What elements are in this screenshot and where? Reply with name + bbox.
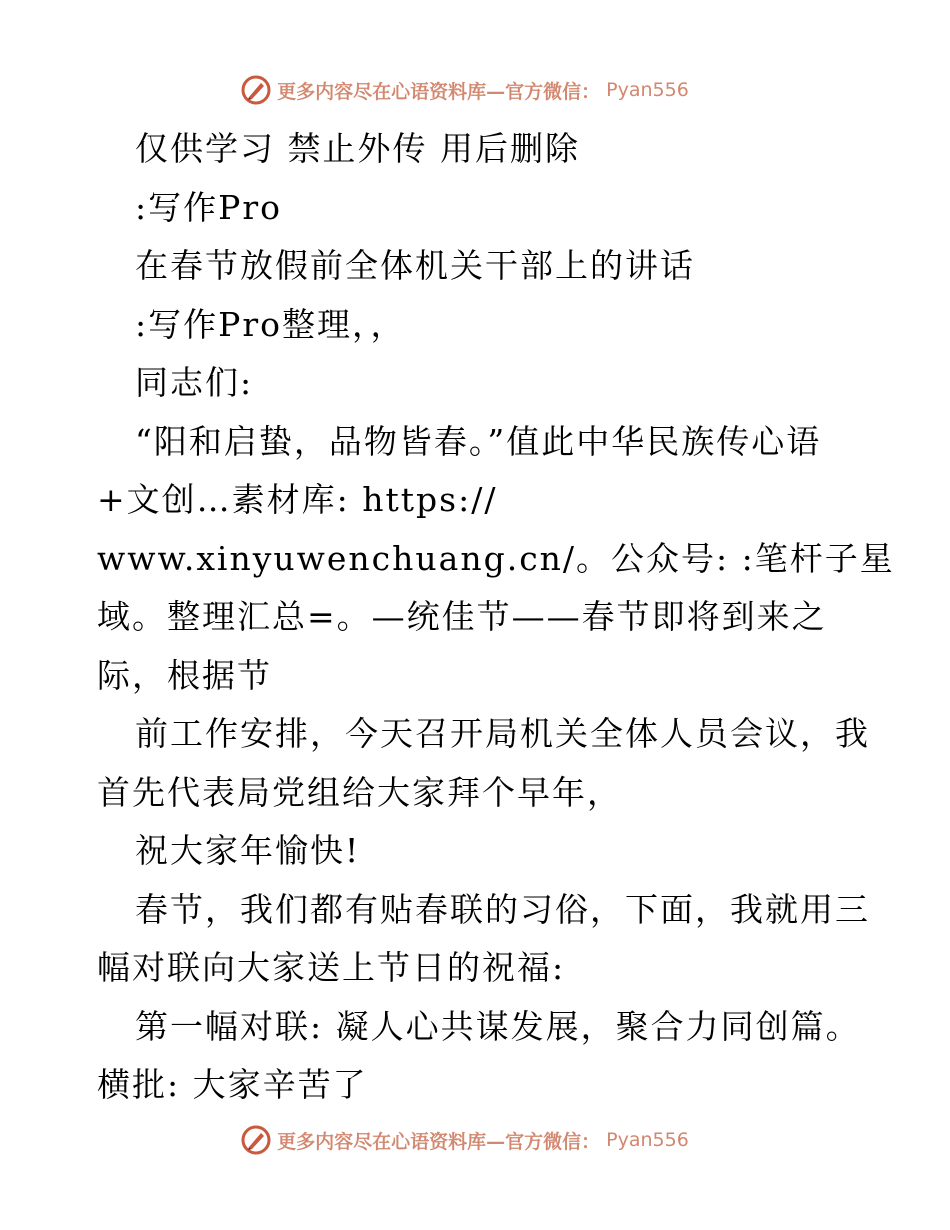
body-line: 在春节放假前全体机关干部上的讲话 xyxy=(135,246,695,285)
footer-banner-text: 更多内容尽在心语资料库—官方微信： xyxy=(277,1130,601,1153)
body-line: 前工作安排，今天召开局机关全体人员会议，我 xyxy=(135,714,870,753)
pen-circle-logo-icon xyxy=(241,75,271,105)
body-line: 同志们: xyxy=(135,363,254,402)
body-line: “阳和启蛰，品物皆春。”值此中华民族传心语 xyxy=(135,421,822,461)
body-line: :写作Pro整理，， xyxy=(135,304,406,344)
body-line: 祝大家年愉快! xyxy=(135,831,361,870)
body-line: 第一幅对联: 凝人心共谋发展，聚合力同创篇。 xyxy=(135,1006,861,1046)
pen-circle-logo-icon xyxy=(241,1125,271,1155)
body-line: 春节，我们都有贴春联的习俗，下面，我就用三 xyxy=(135,889,870,929)
body-line: 幅对联向大家送上节日的祝福: xyxy=(97,948,566,987)
body-line: 首先代表局党组给大家拜个早年， xyxy=(97,772,622,812)
body-line: www.xinyuwenchuang.cn/。公众号: :笔杆子星 xyxy=(97,538,895,578)
body-line: 横批: 大家辛苦了 xyxy=(97,1065,368,1104)
body-line: +文创…素材库: https:// xyxy=(97,480,498,519)
footer-banner-handle: Pyan556 xyxy=(606,1129,689,1151)
header-banner-handle: Pyan556 xyxy=(606,79,689,101)
body-line: 际，根据节 xyxy=(97,655,272,695)
footer-banner xyxy=(0,1120,950,1160)
document-body xyxy=(97,120,895,1115)
header-banner-inner xyxy=(241,75,689,105)
body-line: 仅供学习 禁止外传 用后删除 xyxy=(135,129,580,168)
header-banner-text: 更多内容尽在心语资料库—官方微信： xyxy=(277,80,601,103)
body-line: :写作Pro xyxy=(135,187,282,227)
header-banner xyxy=(0,70,950,110)
body-line: 域。整理汇总=。—统佳节——春节即将到来之 xyxy=(97,597,827,636)
footer-banner-inner xyxy=(241,1125,689,1155)
